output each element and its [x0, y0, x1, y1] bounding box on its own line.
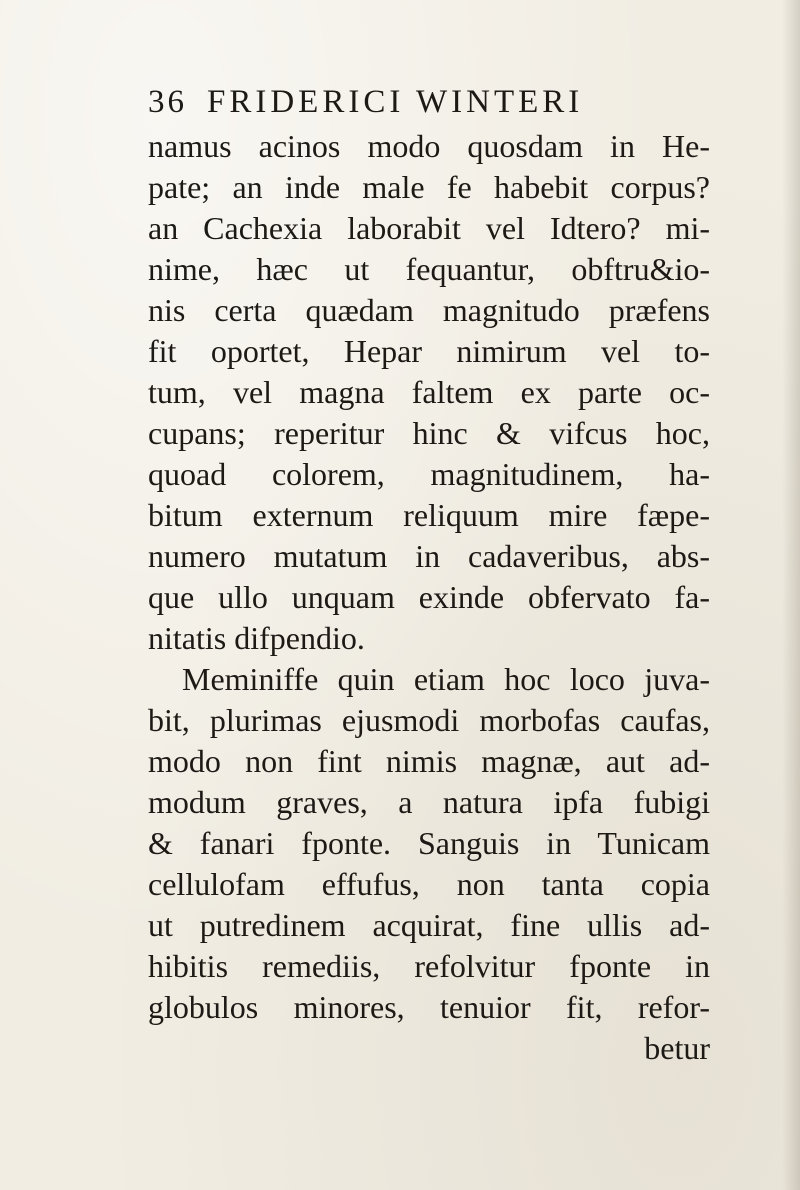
text-line: cupans; reperitur hinc & vifcus hoc, — [148, 415, 710, 451]
body-text — [148, 126, 710, 1069]
text-line: modum graves, a natura ipfa fubigi — [148, 784, 710, 820]
text-line: globulos minores, tenuior fit, refor- — [148, 989, 710, 1025]
running-head — [148, 84, 708, 130]
text-line: modo non fint nimis magnæ, aut ad- — [148, 743, 710, 779]
text-line: tum, vel magna faltem ex parte oc- — [148, 374, 710, 410]
paragraph-start-line: Meminiffe quin etiam hoc loco juva- — [182, 661, 710, 697]
text-line: numero mutatum in cadaveribus, abs- — [148, 538, 710, 574]
running-head-title: FRIDERICI WINTERI — [207, 84, 584, 120]
text-line: hibitis remediis, refolvitur fponte in — [148, 948, 710, 984]
text-line: ut putredinem acquirat, fine ullis ad- — [148, 907, 710, 943]
catchword: betur — [644, 1030, 710, 1066]
text-line: fit oportet, Hepar nimirum vel to- — [148, 333, 710, 369]
text-line: bit, plurimas ejusmodi morbofas caufas, — [148, 702, 710, 738]
text-line: cellulofam effufus, non tanta copia — [148, 866, 710, 902]
text-line: bitum externum reliquum mire fæpe- — [148, 497, 710, 533]
text-line: nis certa quædam magnitudo præfens — [148, 292, 710, 328]
page-number: 36 — [148, 84, 187, 120]
text-line: & fanari fponte. Sanguis in Tunicam — [148, 825, 710, 861]
text-line: que ullo unquam exinde obfervato fa- — [148, 579, 710, 615]
text-line: an Cachexia laborabit vel Idtero? mi- — [148, 210, 710, 246]
paragraph-end-line: nitatis difpendio. — [148, 620, 365, 656]
text-line: namus acinos modo quosdam in He- — [148, 128, 710, 164]
text-line: pate; an inde male fe habebit corpus? — [148, 169, 710, 205]
page-edge-shadow — [782, 0, 800, 1190]
text-line: nime, hæc ut fequantur, obftru&io- — [148, 251, 710, 287]
text-line: quoad colorem, magnitudinem, ha- — [148, 456, 710, 492]
